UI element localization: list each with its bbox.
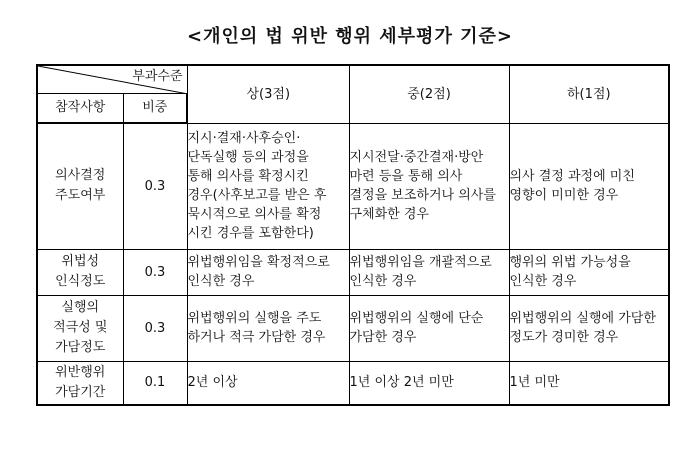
weight-cell: 0.3 [123,295,187,361]
header-level-high: 상(3점) [187,65,349,123]
low-level-description: 의사 결정 과정에 미친 영향이 미미한 경우 [509,123,669,249]
weight-cell: 0.3 [123,249,187,295]
criterion-cell: 위법성 인식정도 [37,249,123,295]
criterion-cell: 실행의 적극성 및 가담정도 [37,295,123,361]
mid-level-description: 위법행위의 실행에 단순 가담한 경우 [349,295,509,361]
header-score-label: 부과수준 [132,69,183,84]
low-level-description: 1년 미만 [509,361,669,405]
mid-level-description: 1년 이상 2년 미만 [349,361,509,405]
document-title: <개인의 법 위반 행위 세부평가 기준> [187,26,513,47]
criterion-cell: 의사결정 주도여부 [37,123,123,249]
evaluation-criteria-table [36,64,670,406]
weight-cell: 0.1 [123,361,187,405]
header-corner-cell [37,65,187,93]
table-row [37,123,669,249]
high-level-description: 지시·결재·사후승인· 단독실행 등의 과정을 통해 의사를 확정시킨 경우(사후보고를 받은 후 묵시적으로 의사를 확정 시킨 경우를 포함한다) [187,123,349,249]
high-level-description: 위법행위임을 확정적으로 인식한 경우 [187,249,349,295]
header-weight-label: 비중 [123,93,187,123]
header-level-low: 하(1점) [509,65,669,123]
weight-cell: 0.3 [123,123,187,249]
low-level-description: 위법행위의 실행에 가담한 정도가 경미한 경우 [509,295,669,361]
header-level-mid: 중(2점) [349,65,509,123]
mid-level-description: 지시전달·중간결재·방안 마련 등을 통해 의사 결정을 보조하거나 의사를 구체화한 경우 [349,123,509,249]
header-factor-label: 참작사항 [37,93,123,123]
table-row [37,361,669,405]
criterion-cell: 위반행위 가담기간 [37,361,123,405]
table-row [37,295,669,361]
low-level-description: 행위의 위법 가능성을 인식한 경우 [509,249,669,295]
mid-level-description: 위법행위임을 개괄적으로 인식한 경우 [349,249,509,295]
high-level-description: 위법행위의 실행을 주도 하거나 적극 가담한 경우 [187,295,349,361]
table-row [37,249,669,295]
high-level-description: 2년 이상 [187,361,349,405]
